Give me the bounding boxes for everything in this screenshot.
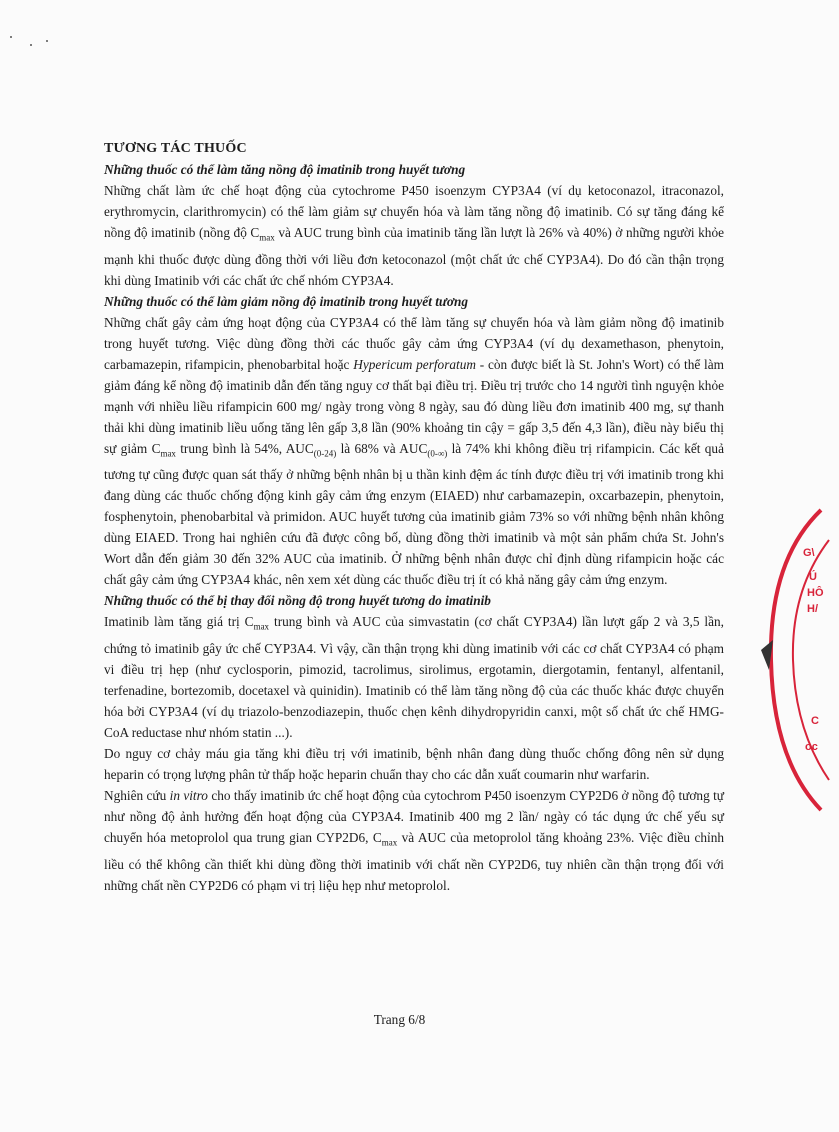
subheading-altered: Những thuốc có thể bị thay đổi nồng độ trong huyết tương do imatinib: [104, 593, 491, 609]
main-content: [104, 138, 724, 896]
paragraph-decrease: Những chất gây cảm ứng hoạt động của CYP3A4 có thể làm tăng sự chuyển hóa và làm giảm nồng độ imatinib trong huyết tương. Việc dùng đồng thời các thuốc gây cảm ứng CYP3A4 (ví dụ dexamethason, phenytoin, carbamazepin, rifampicin, phenobarbital hoặc Hypericum perforatum - còn được biết là St. John's Wort) có thể làm giảm đáng kể nồng độ imatinib dẫn đến tăng nguy cơ thất bại điều trị. Điều trị trước cho 14 người tình nguyện khỏe mạnh với nhiều liều rifampicin 600 mg/ ngày trong vòng 8 ngày, sau đó dùng liều đơn imatinib 400 mg, sự thanh thải khi dùng imatinib liều uống tăng lên gấp 3,8 lần (90% khoảng tin cậy = gấp 3,5 đến 4,3 lần), điều này biểu thị sự giảm $C_{max}$ trung bình là 54%, $AUC_{(0-24)}$ là 68% và $AUC_{(0-\infty)}$ là 74% khi không điều trị rifampicin. Các kết quả tương tự cũng được quan sát thấy ở những bệnh nhân bị u thần kinh đệm ác tính được điều trị với imatinib trong khi đang dùng các thuốc chống động kinh gây cảm ứng enzym (EIAED) như carbamazepin, oxcarbazepin, phenytoin, fosphenytoin, phenobarbital và primidon. AUC huyết tương của imatinib giảm 73% so với những bệnh nhân không dùng EIAED. Trong hai nghiên cứu đã được công bố, dùng đồng thời imatinib và một sản phẩm chứa St. John's Wort dẫn đến giảm 30 đến 32% AUC của imatinib. Ở những bệnh nhân được chỉ định dùng rifampicin hoặc các chất gây cảm ứng CYP3A4 khác, nên xem xét dùng các thuốc điều trị ít có khả năng gây cảm ứng enzym.: [104, 314, 724, 588]
section-title: TƯƠNG TÁC THUỐC: [104, 141, 247, 156]
page-number: Trang 6/8: [373, 1012, 426, 1027]
paragraph-anticoagulant: Do nguy cơ chảy máu gia tăng khi điều trị với imatinib, bệnh nhân đang dùng thuốc chống đông nên sử dụng heparin có trọng lượng phân tử thấp hoặc heparin chuẩn thay cho các dẫn xuất coumarin như warfarin.: [104, 745, 724, 782]
stamp-seal: [759, 500, 839, 820]
paragraph-increase: Những chất làm ức chế hoạt động của cytochrome P450 isoenzym CYP3A4 (ví dụ ketoconazol, itraconazol, erythromycin, clarithromycin) có thể làm giảm sự chuyển hóa và làm tăng nồng độ imatinib. Có sự tăng đáng kể nồng độ imatinib (nồng độ $C_{max}$ và AUC trung bình của imatinib tăng lần lượt là 26% và 40%) ở những người khỏe mạnh khi thuốc được dùng đồng thời với liều đơn ketoconazol (một chất ức chế CYP3A4). Do đó cần thận trọng khi dùng Imatinib với các chất ức chế nhóm CYP3A4.: [104, 183, 724, 288]
paragraph-simvastatin: Imatinib làm tăng giá trị $C_{max}$ trung bình và AUC của simvastatin (cơ chất CYP3A4) lần lượt gấp 2 và 3,5 lần, chứng tỏ imatinib gây ức chế CYP3A4. Vì vậy, cần thận trọng khi dùng imatinib với các cơ chất CYP3A4 có phạm vi điều trị hẹp (như cyclosporin, pimozid, tacrolimus, sirolimus, ergotamin, diergotamin, fentanyl, alfentanil, terfenadine, bortezomib, docetaxel và quinidin). Imatinib có thể làm tăng nồng độ của các thuốc khác được chuyển hóa bởi CYP3A4 (ví dụ triazolo-benzodiazepin, thuốc chẹn kênh dihydropyridin canxi, một số chất ức chế HMG-CoA reductase như nhóm statin ...).: [104, 614, 725, 740]
stamp-text-5: oc: [805, 741, 818, 753]
subheading-increase: Những thuốc có thể làm tăng nồng độ imatinib trong huyết tương: [104, 162, 466, 177]
stamp-text-4: C: [811, 715, 819, 727]
stamp-text-1: Ú: [809, 571, 817, 583]
stamp-text-3: H/: [807, 603, 818, 615]
stamp-text-2: HÔ: [807, 587, 824, 599]
paragraph-cyp2d6: Nghiên cứu in vitro cho thấy imatinib ức chế hoạt động của cytochrom P450 isoenzym CYP2D6 ở nồng độ tương tự như nồng độ ảnh hưởng đến hoạt động của CYP3A4. Imatinib 400 mg 2 lần/ ngày có tác dụng ức chế yếu sự chuyển hóa metoprolol qua trung gian CYP2D6, $C_{max}$ và AUC của metoprolol tăng khoảng 23%. Việc điều chỉnh liều có thể không cần thiết khi dùng đồng thời imatinib với chất nền CYP2D6, tuy nhiên cần thận trọng đối với những chất nền CYP2D6 có phạm vi trị liệu hẹp như metoprolol.: [104, 787, 724, 893]
subheading-decrease: Những thuốc có thể làm giảm nồng độ imatinib trong huyết tương: [104, 293, 469, 309]
stamp-text-0: G\: [803, 547, 815, 559]
